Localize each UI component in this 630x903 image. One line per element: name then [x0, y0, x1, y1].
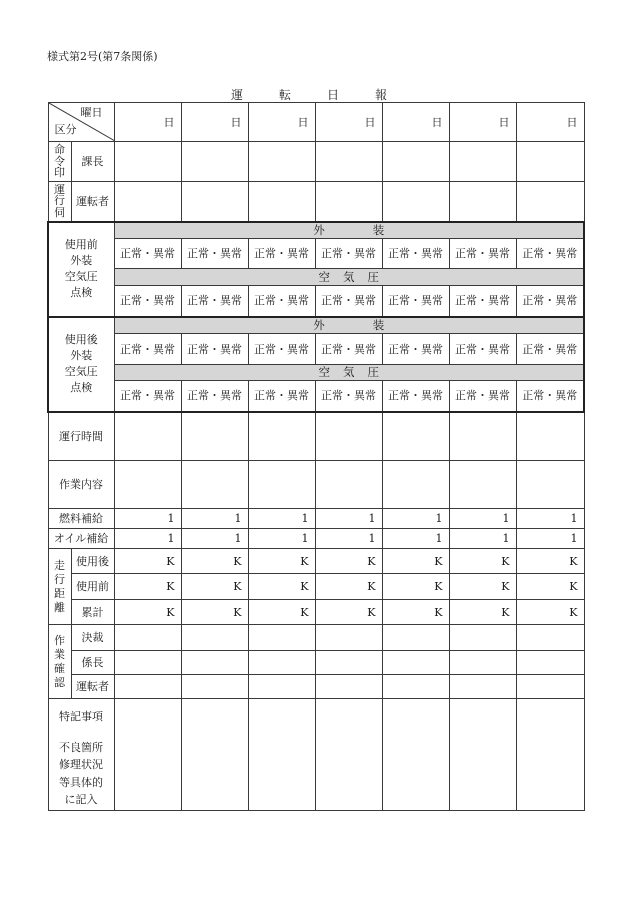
approval-driver-cell	[114, 675, 181, 699]
mileage-total-cell: K	[181, 600, 248, 625]
mileage-before-use-cell: K	[248, 574, 315, 600]
post-use-air-status-cell: 正常・異常	[181, 381, 248, 412]
oil-refill-cell: 1	[516, 529, 584, 549]
mileage-total-label: 累計	[71, 600, 114, 625]
day-cell: 日	[449, 103, 516, 142]
special-notes-cell	[181, 699, 248, 811]
order-stamp-label: 命令印	[54, 143, 65, 179]
driver-request-cell	[449, 182, 516, 222]
section-chief-stamp-cell	[516, 142, 584, 182]
corner-header-cell	[48, 103, 114, 142]
work-content-cell	[449, 461, 516, 509]
approval-chief-cell	[248, 651, 315, 675]
work-content-label: 作業内容	[48, 461, 114, 509]
post-use-exterior-status-cell: 正常・異常	[114, 334, 181, 365]
mileage-before-use-row	[48, 574, 584, 600]
special-notes-row	[48, 699, 584, 811]
post-use-air-status-cell: 正常・異常	[516, 381, 584, 412]
fuel-refill-cell: 1	[382, 509, 449, 529]
driver-label: 運転者	[71, 182, 114, 222]
mileage-before-use-cell: K	[449, 574, 516, 600]
mileage-total-cell: K	[114, 600, 181, 625]
day-cell: 日	[114, 103, 181, 142]
work-content-cell	[248, 461, 315, 509]
work-content-cell	[516, 461, 584, 509]
pre-use-label-line: 使用前	[64, 238, 98, 251]
pre-use-air-status-cell: 正常・異常	[114, 286, 181, 317]
order-stamp-side-cell	[48, 142, 71, 182]
mileage-before-use-cell: K	[181, 574, 248, 600]
pre-use-air-status-row	[48, 286, 584, 317]
pre-use-exterior-status-cell: 正常・異常	[382, 239, 449, 269]
special-notes-cell	[248, 699, 315, 811]
mileage-total-cell: K	[516, 600, 584, 625]
oil-refill-cell: 1	[248, 529, 315, 549]
approval-driver-cell	[248, 675, 315, 699]
post-use-air-pressure-heading: 空気圧	[114, 365, 584, 381]
post-use-air-status-cell: 正常・異常	[114, 381, 181, 412]
post-use-air-status-cell: 正常・異常	[315, 381, 382, 412]
driver-request-cell	[315, 182, 382, 222]
pre-use-label-line: 外装	[70, 254, 93, 267]
approval-decision-cell	[516, 625, 584, 651]
approval-decision-cell	[248, 625, 315, 651]
oil-refill-row	[48, 529, 584, 549]
weekday-label: 曜日	[80, 106, 103, 119]
fuel-refill-cell: 1	[449, 509, 516, 529]
post-use-air-status-cell: 正常・異常	[382, 381, 449, 412]
approval-driver-cell	[181, 675, 248, 699]
post-use-exterior-status-cell: 正常・異常	[449, 334, 516, 365]
special-notes-cell	[449, 699, 516, 811]
operating-hours-cell	[449, 412, 516, 461]
mileage-before-use-label: 使用前	[71, 574, 114, 600]
work-confirm-driver-row	[48, 675, 584, 699]
day-cell: 日	[181, 103, 248, 142]
oil-refill-cell: 1	[181, 529, 248, 549]
mileage-total-cell: K	[315, 600, 382, 625]
fuel-refill-row	[48, 509, 584, 529]
pre-use-check-label	[48, 222, 114, 317]
section-chief-stamp-cell	[114, 142, 181, 182]
pre-use-exterior-status-cell: 正常・異常	[248, 239, 315, 269]
section-chief-stamp-cell	[248, 142, 315, 182]
operating-hours-cell	[315, 412, 382, 461]
mileage-total-row	[48, 600, 584, 625]
work-confirm-label: 作業確認	[54, 633, 65, 689]
oil-refill-cell: 1	[449, 529, 516, 549]
day-cell: 日	[516, 103, 584, 142]
form-number: 様式第2号(第7条関係)	[47, 50, 158, 63]
pre-use-air-status-cell: 正常・異常	[382, 286, 449, 317]
mileage-after-use-cell: K	[382, 549, 449, 574]
post-use-exterior-status-cell: 正常・異常	[181, 334, 248, 365]
category-label: 区分	[54, 123, 77, 136]
fuel-refill-label: 燃料補給	[48, 509, 114, 529]
post-use-air-heading-row	[48, 365, 584, 381]
section-chief-stamp-cell	[315, 142, 382, 182]
approval-chief-cell	[315, 651, 382, 675]
work-content-cell	[315, 461, 382, 509]
fuel-refill-cell: 1	[181, 509, 248, 529]
approval-driver-cell	[516, 675, 584, 699]
pre-use-air-status-cell: 正常・異常	[516, 286, 584, 317]
post-use-label-line: 空気圧	[64, 365, 98, 378]
post-use-label-line: 使用後	[64, 333, 98, 346]
mileage-before-use-cell: K	[516, 574, 584, 600]
pre-use-exterior-status-row	[48, 239, 584, 269]
operating-hours-cell	[382, 412, 449, 461]
decision-label: 決裁	[71, 625, 114, 651]
mileage-after-use-cell: K	[315, 549, 382, 574]
pre-use-exterior-status-cell: 正常・異常	[516, 239, 584, 269]
operating-hours-cell	[516, 412, 584, 461]
oil-refill-cell: 1	[114, 529, 181, 549]
oil-refill-cell: 1	[382, 529, 449, 549]
special-notes-cell	[315, 699, 382, 811]
post-use-air-status-cell: 正常・異常	[248, 381, 315, 412]
pre-use-exterior-status-cell: 正常・異常	[181, 239, 248, 269]
work-confirm-decision-row	[48, 625, 584, 651]
driver-request-cell	[382, 182, 449, 222]
mileage-side-cell	[48, 549, 71, 625]
pre-use-exterior-heading: 外装	[114, 222, 584, 239]
operating-hours-cell	[248, 412, 315, 461]
pre-use-label-line: 点検	[70, 286, 93, 299]
operation-request-label: 運行伺	[54, 182, 65, 219]
special-notes-cell	[382, 699, 449, 811]
fuel-refill-cell: 1	[516, 509, 584, 529]
special-notes-instruction-line: に記入	[64, 793, 98, 806]
mileage-after-use-row	[48, 549, 584, 574]
special-notes-label-cell	[48, 699, 114, 811]
work-confirm-chief-row	[48, 651, 584, 675]
oil-refill-label: オイル補給	[48, 529, 114, 549]
pre-use-air-status-cell: 正常・異常	[449, 286, 516, 317]
pre-use-exterior-status-cell: 正常・異常	[449, 239, 516, 269]
approval-decision-cell	[114, 625, 181, 651]
pre-use-exterior-heading-row	[48, 222, 584, 239]
day-cell: 日	[248, 103, 315, 142]
confirm-driver-label: 運転者	[71, 675, 114, 699]
approval-chief-cell	[382, 651, 449, 675]
approval-chief-cell	[516, 651, 584, 675]
fuel-refill-cell: 1	[114, 509, 181, 529]
operation-request-side-cell	[48, 182, 71, 222]
pre-use-air-status-cell: 正常・異常	[181, 286, 248, 317]
mileage-after-use-label: 使用後	[71, 549, 114, 574]
approval-driver-cell	[382, 675, 449, 699]
day-cell: 日	[315, 103, 382, 142]
operating-hours-cell	[114, 412, 181, 461]
section-chief-stamp-cell	[181, 142, 248, 182]
post-use-exterior-status-cell: 正常・異常	[382, 334, 449, 365]
mileage-after-use-cell: K	[114, 549, 181, 574]
approval-chief-cell	[181, 651, 248, 675]
mileage-total-cell: K	[248, 600, 315, 625]
fuel-refill-cell: 1	[315, 509, 382, 529]
mileage-after-use-cell: K	[449, 549, 516, 574]
work-content-cell	[181, 461, 248, 509]
approval-decision-cell	[449, 625, 516, 651]
post-use-exterior-status-cell: 正常・異常	[248, 334, 315, 365]
operating-hours-label: 運行時間	[48, 412, 114, 461]
work-content-row	[48, 461, 584, 509]
driver-request-cell	[114, 182, 181, 222]
mileage-before-use-cell: K	[114, 574, 181, 600]
pre-use-air-pressure-heading: 空気圧	[114, 269, 584, 286]
post-use-air-status-cell: 正常・異常	[449, 381, 516, 412]
post-use-exterior-status-cell: 正常・異常	[516, 334, 584, 365]
special-notes-instruction-line: 等具体的	[59, 775, 103, 789]
special-notes-instruction-line: 修理状況	[59, 758, 103, 771]
pre-use-exterior-status-cell: 正常・異常	[315, 239, 382, 269]
mileage-after-use-cell: K	[516, 549, 584, 574]
approval-chief-cell	[449, 651, 516, 675]
driver-request-cell	[181, 182, 248, 222]
driver-request-cell	[248, 182, 315, 222]
mileage-before-use-cell: K	[382, 574, 449, 600]
mileage-after-use-cell: K	[248, 549, 315, 574]
pre-use-label-line: 空気圧	[64, 270, 98, 283]
section-chief-stamp-cell	[449, 142, 516, 182]
mileage-total-cell: K	[382, 600, 449, 625]
work-content-cell	[382, 461, 449, 509]
section-chief-stamp-cell	[382, 142, 449, 182]
post-use-label-line: 点検	[70, 381, 93, 394]
special-notes-heading: 特記事項	[59, 710, 103, 723]
post-use-exterior-heading: 外装	[114, 317, 584, 334]
work-content-cell	[114, 461, 181, 509]
fuel-refill-cell: 1	[248, 509, 315, 529]
post-use-air-status-row	[48, 381, 584, 412]
approval-driver-cell	[449, 675, 516, 699]
work-confirm-side-cell	[48, 625, 71, 699]
post-use-label-line: 外装	[70, 349, 93, 362]
post-use-exterior-status-cell: 正常・異常	[315, 334, 382, 365]
mileage-before-use-cell: K	[315, 574, 382, 600]
pre-use-air-status-cell: 正常・異常	[248, 286, 315, 317]
pre-use-exterior-status-cell: 正常・異常	[114, 239, 181, 269]
operating-hours-row	[48, 412, 584, 461]
section-chief-label: 課長	[71, 142, 114, 182]
post-use-check-label	[48, 317, 114, 412]
day-cell: 日	[382, 103, 449, 142]
approval-decision-cell	[315, 625, 382, 651]
post-use-exterior-status-row	[48, 334, 584, 365]
special-notes-cell	[114, 699, 181, 811]
order-stamp-row	[48, 142, 584, 182]
special-notes-cell	[516, 699, 584, 811]
approval-chief-cell	[114, 651, 181, 675]
mileage-total-cell: K	[449, 600, 516, 625]
post-use-exterior-heading-row	[48, 317, 584, 334]
pre-use-air-status-cell: 正常・異常	[315, 286, 382, 317]
driver-request-cell	[516, 182, 584, 222]
operation-request-row	[48, 182, 584, 222]
daily-report-table	[47, 102, 585, 811]
header-row	[48, 103, 584, 142]
approval-driver-cell	[315, 675, 382, 699]
special-notes-instruction-line: 不良箇所	[59, 740, 103, 754]
approval-decision-cell	[181, 625, 248, 651]
mileage-label: 走行距離	[54, 558, 65, 614]
page-title: 運転日報	[231, 88, 424, 102]
pre-use-air-heading-row	[48, 269, 584, 286]
approval-decision-cell	[382, 625, 449, 651]
chief-label: 係長	[71, 651, 114, 675]
mileage-after-use-cell: K	[181, 549, 248, 574]
oil-refill-cell: 1	[315, 529, 382, 549]
operating-hours-cell	[181, 412, 248, 461]
